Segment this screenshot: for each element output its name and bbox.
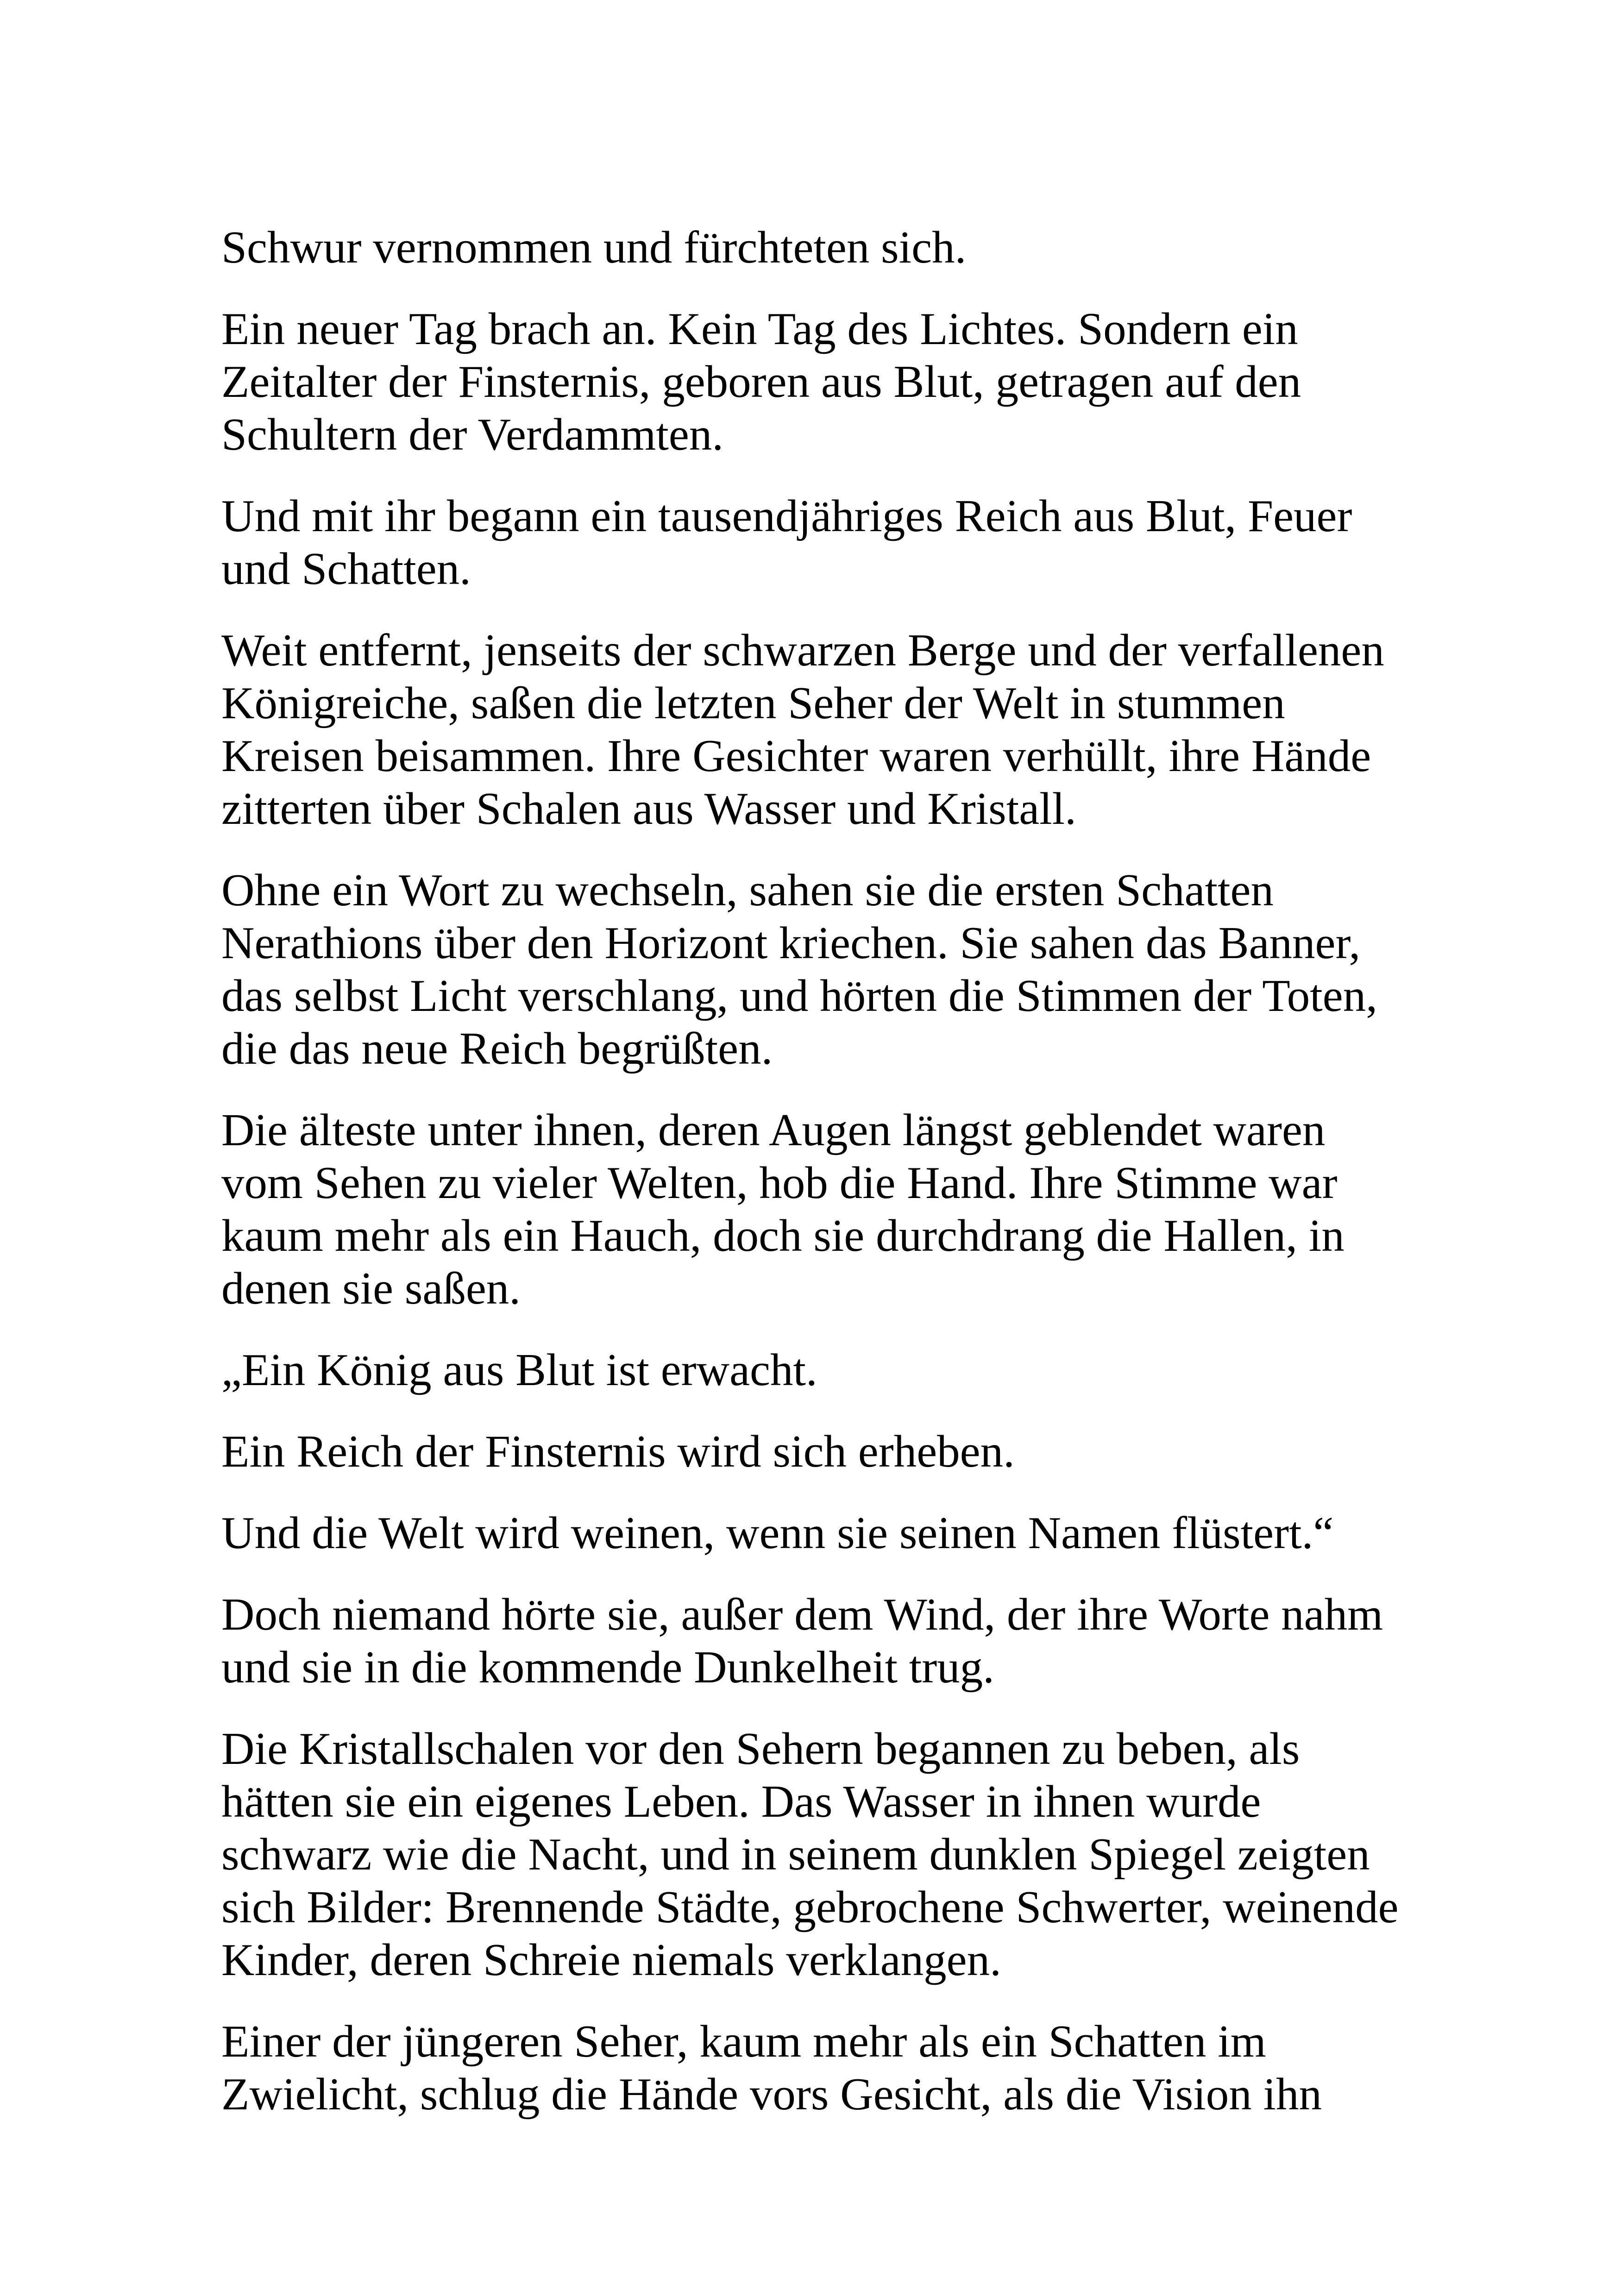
paragraph: Ein neuer Tag brach an. Kein Tag des Lichtes. Sondern ein Zeitalter der Finsternis, geboren aus Blut, getragen auf den Schultern der Verdammten.	[221, 304, 1301, 460]
paragraph: Ein Reich der Finsternis wird sich erheben.	[221, 1426, 1015, 1477]
body-text	[221, 221, 1407, 2150]
paragraph: Schwur vernommen und fürchteten sich.	[221, 222, 967, 273]
paragraph: Die Kristallschalen vor den Sehern begannen zu beben, als hätten sie ein eigenes Leben. Das Wasser in ihnen wurde schwarz wie die Nacht, und in seinem dunklen Spiegel zeigten sich Bilder: Brennende Städte, gebrochene Schwerter, weinende Kinder, deren Schreie niemals verklangen.	[221, 1724, 1399, 1985]
paragraph: „Ein König aus Blut ist erwacht.	[221, 1345, 817, 1395]
paragraph: Ohne ein Wort zu wechseln, sahen sie die ersten Schatten Nerathions über den Horizont kriechen. Sie sahen das Banner, das selbst Licht verschlang, und hörten die Stimmen der Toten, die das neue Reich begrüßten.	[221, 865, 1377, 1074]
paragraph: Und die Welt wird weinen, wenn sie seinen Namen flüstert.“	[221, 1508, 1334, 1558]
paragraph: Und mit ihr begann ein tausendjähriges Reich aus Blut, Feuer und Schatten.	[221, 491, 1352, 594]
paragraph: Doch niemand hörte sie, außer dem Wind, der ihre Worte nahm und sie in die kommende Dunkelheit trug.	[221, 1589, 1383, 1693]
paragraph: Weit entfernt, jenseits der schwarzen Berge und der verfallenen Königreiche, saßen die letzten Seher der Welt in stummen Kreisen beisammen. Ihre Gesichter waren verhüllt, ihre Hände zitterten über Schalen aus Wasser und Kristall.	[221, 625, 1384, 834]
paragraph: Die älteste unter ihnen, deren Augen längst geblendet waren vom Sehen zu vieler Welten, hob die Hand. Ihre Stimme war kaum mehr als ein Hauch, doch sie durchdrang die Hallen, in denen sie saßen.	[221, 1105, 1345, 1314]
paragraph: Einer der jüngeren Seher, kaum mehr als ein Schatten im Zwielicht, schlug die Hände vors Gesicht, als die Vision ihn	[221, 2016, 1322, 2120]
